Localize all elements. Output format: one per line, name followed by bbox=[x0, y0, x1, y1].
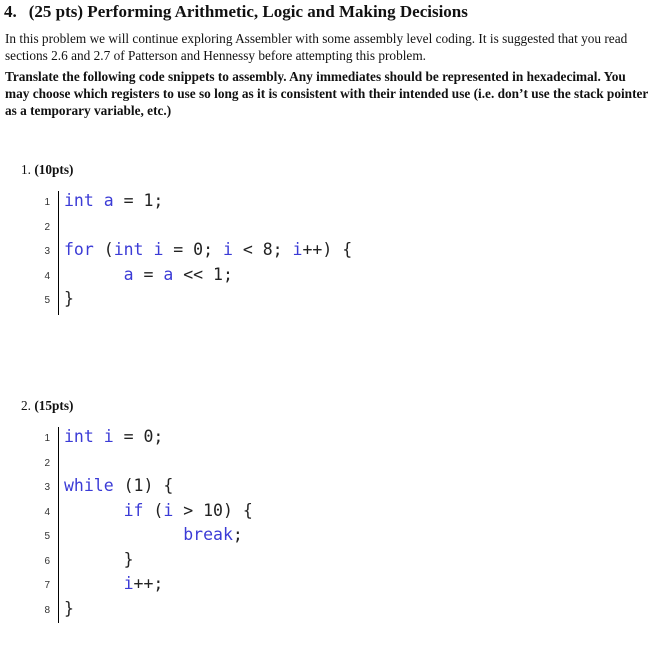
code-line bbox=[30, 216, 50, 240]
line-number: 3 bbox=[44, 246, 50, 257]
code-text: a = a << 1; bbox=[123, 264, 233, 284]
code-text: int i = 0; bbox=[64, 427, 164, 446]
code-text: } bbox=[64, 598, 74, 618]
intro-paragraph: In this problem we will continue exploring Assembler with some assembly level coding. It is suggested that you read sections 2.6 and 2.7 of Patterson and Hennessy before attempting this problem. bbox=[5, 31, 628, 63]
code-keyword: i bbox=[292, 240, 303, 259]
line-number: 5 bbox=[44, 531, 50, 542]
code-text: break; bbox=[183, 525, 243, 544]
code-line bbox=[30, 191, 164, 215]
line-number: 4 bbox=[44, 270, 50, 282]
code-keyword: i bbox=[103, 427, 114, 446]
code-keyword: i bbox=[163, 500, 174, 520]
line-number: 8 bbox=[44, 604, 50, 616]
instructions-paragraph: Translate the following code snippets to assembly. Any immediates should be represented in hexadecimal. You may choose which registers to use so long as it is consistent with their intended use (i.e. don’t use the stack pointer as a temporary variable, etc.) bbox=[5, 69, 649, 118]
code-line bbox=[30, 264, 233, 289]
code-line bbox=[30, 476, 174, 500]
code-line bbox=[30, 452, 50, 476]
code-line bbox=[30, 598, 74, 623]
code-text: } bbox=[64, 549, 134, 569]
code-keyword: a bbox=[163, 264, 174, 284]
code-keyword: for bbox=[64, 240, 94, 259]
code-line bbox=[30, 574, 164, 598]
code-line bbox=[30, 427, 164, 451]
problem-heading bbox=[4, 2, 468, 22]
code-text: i++; bbox=[123, 574, 164, 593]
code-text: if (i > 10) { bbox=[123, 500, 253, 520]
code-line bbox=[30, 240, 353, 264]
code-keyword: int bbox=[64, 427, 94, 446]
code-keyword: while bbox=[64, 476, 114, 495]
code-keyword: a bbox=[103, 191, 114, 210]
code-line bbox=[30, 289, 74, 313]
code-keyword: i bbox=[222, 240, 233, 259]
line-number: 4 bbox=[44, 506, 50, 518]
code-keyword: i bbox=[123, 574, 134, 593]
line-number: 2 bbox=[44, 221, 50, 233]
part-1-points: (10pts) bbox=[34, 162, 74, 177]
code-keyword: int bbox=[64, 191, 94, 210]
part-2-label bbox=[21, 398, 73, 414]
code-keyword: a bbox=[123, 264, 134, 284]
line-number: 5 bbox=[44, 295, 50, 306]
line-number: 3 bbox=[44, 482, 50, 493]
code-line bbox=[30, 525, 243, 549]
part-1-label bbox=[21, 162, 73, 178]
line-number-rule bbox=[58, 427, 59, 623]
code-line bbox=[30, 500, 253, 525]
code-text: for (int i = 0; i < 8; i++) { bbox=[64, 240, 353, 259]
code-line bbox=[30, 549, 134, 574]
part-2-number: 2. bbox=[21, 398, 31, 413]
part-1-number: 1. bbox=[21, 162, 31, 177]
problem-number: 4. bbox=[4, 2, 17, 21]
code-keyword: i bbox=[153, 240, 164, 259]
line-number: 7 bbox=[44, 580, 50, 591]
code-text: } bbox=[64, 289, 74, 308]
code-keyword: if bbox=[123, 500, 144, 520]
line-number-rule bbox=[58, 191, 59, 315]
problem-title: (25 pts) Performing Arithmetic, Logic and Making Decisions bbox=[28, 2, 468, 21]
code-keyword: break bbox=[183, 525, 233, 544]
code-text: while (1) { bbox=[64, 476, 174, 495]
line-number: 2 bbox=[44, 457, 50, 469]
line-number: 1 bbox=[44, 433, 50, 444]
code-text: int a = 1; bbox=[64, 191, 164, 210]
part-2-points: (15pts) bbox=[34, 398, 74, 413]
code-keyword: int bbox=[113, 240, 144, 259]
line-number: 1 bbox=[44, 197, 50, 208]
line-number: 6 bbox=[44, 555, 50, 567]
